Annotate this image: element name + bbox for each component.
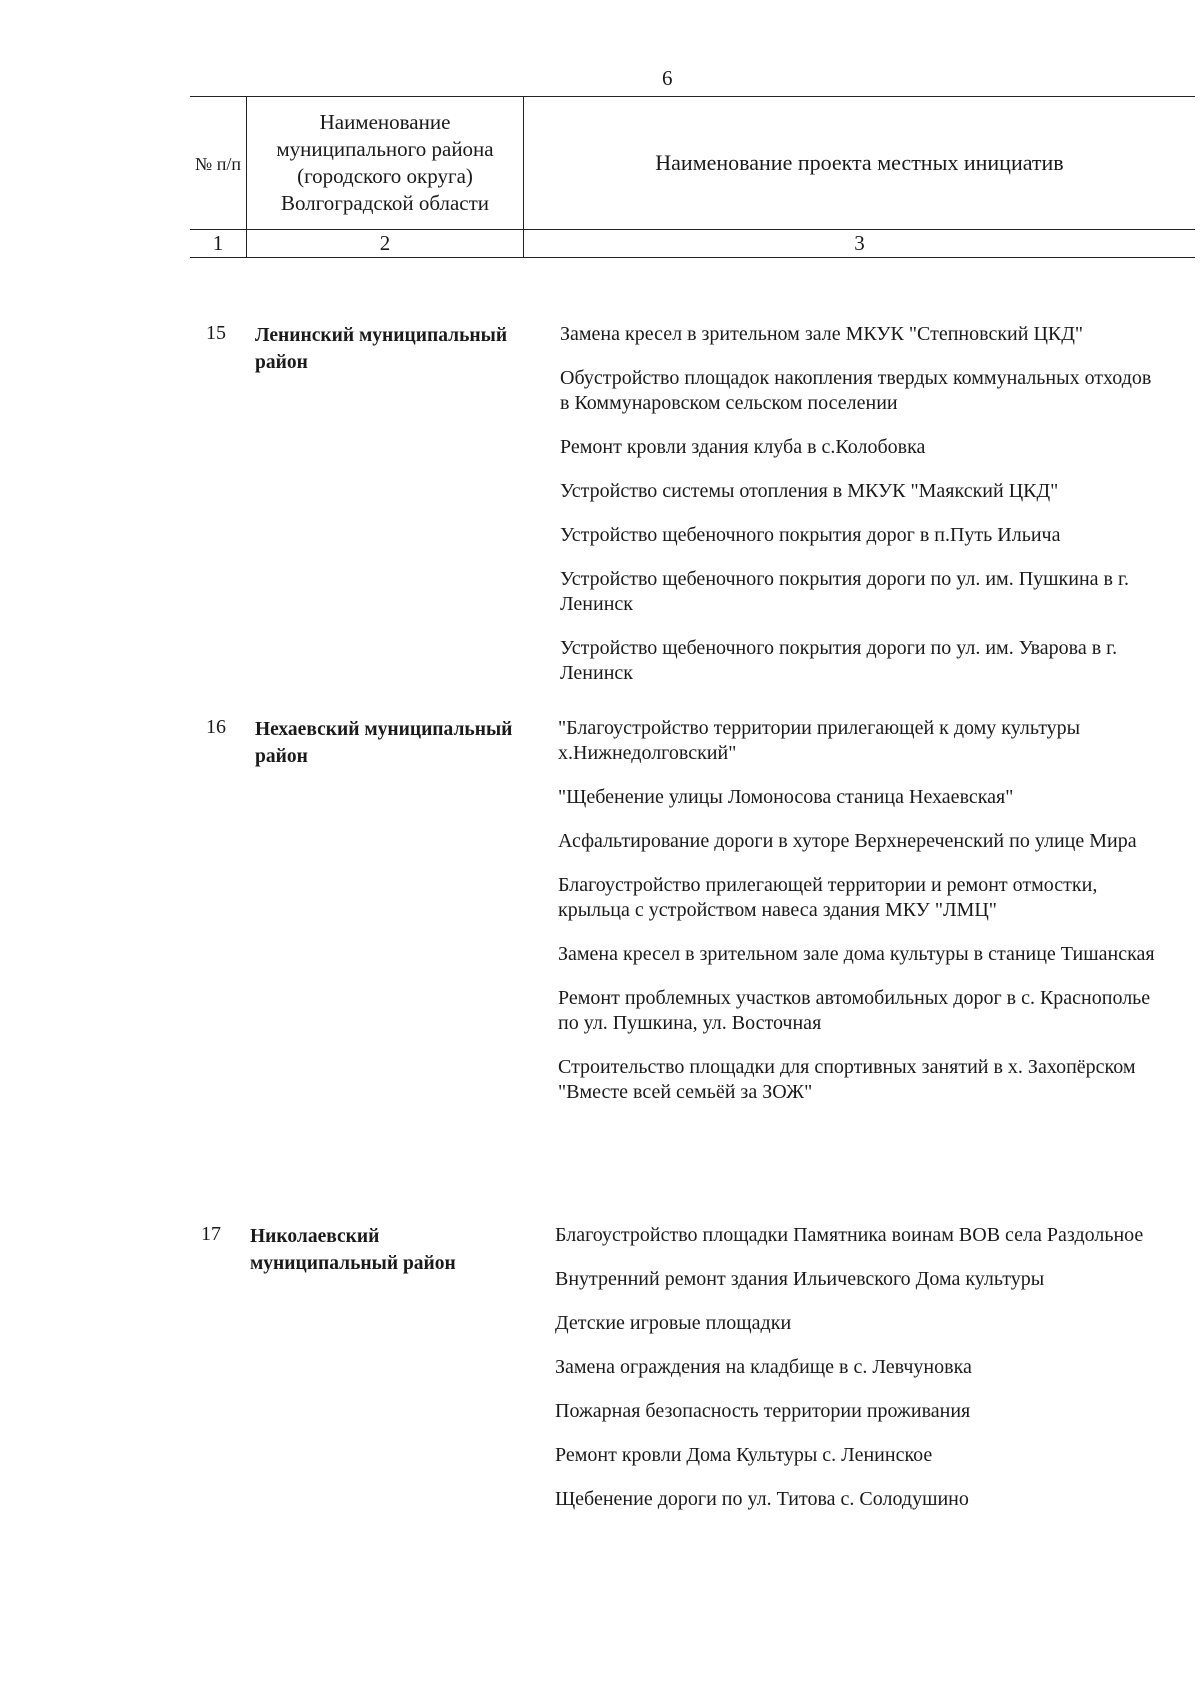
header-col-district: Наименование муниципального района (городского округа) Волгоградской области xyxy=(247,97,524,230)
project-item: "Щебенение улицы Ломоносова станица Нехаевская" xyxy=(558,786,1014,808)
project-item: Щебенение дороги по ул. Титова с. Солодушино xyxy=(555,1488,969,1510)
project-item: Благоустройство площадки Памятника воинам ВОВ села Раздольное xyxy=(555,1224,1144,1246)
table-header xyxy=(190,96,1195,258)
project-list xyxy=(558,716,1158,1124)
project-item: Асфальтирование дороги в хуторе Верхнереченский по улице Мира xyxy=(558,830,1137,852)
column-number-3: 3 xyxy=(524,230,1196,258)
project-item: Обустройство площадок накопления твердых коммунальных отходов в Коммунаровском сельском поселении xyxy=(560,367,1152,414)
project-item: Детские игровые площадки xyxy=(555,1312,792,1334)
row-number: 16 xyxy=(206,716,226,738)
column-number-2: 2 xyxy=(247,230,524,258)
project-item: Ремонт проблемных участков автомобильных дорог в с. Краснополье по ул. Пушкина, ул. Восточная xyxy=(558,987,1151,1034)
project-item: Устройство системы отопления в МКУК "Маякский ЦКД" xyxy=(560,480,1059,502)
project-item: Внутренний ремонт здания Ильичевского Дома культуры xyxy=(555,1268,1045,1290)
page-number: 6 xyxy=(662,66,673,90)
district-name: Нехаевский муниципальный район xyxy=(255,719,513,767)
row-number: 17 xyxy=(201,1223,221,1245)
project-item: Ремонт кровли здания клуба в с.Колобовка xyxy=(560,436,926,458)
project-list xyxy=(555,1223,1155,1531)
district-name: Ленинский муниципальный район xyxy=(255,325,508,373)
project-item: Пожарная безопасность территории проживания xyxy=(555,1400,971,1422)
header-col-number: № п/п xyxy=(190,97,247,230)
project-item: Строительство площадки для спортивных занятий в х. Захопёрском "Вместе всей семьёй за ЗОЖ" xyxy=(558,1056,1136,1103)
column-number-1: 1 xyxy=(190,230,247,258)
project-item: Замена кресел в зрительном зале дома культуры в станице Тишанская xyxy=(558,943,1155,965)
project-item: Устройство щебеночного покрытия дорог в п.Путь Ильича xyxy=(560,524,1061,546)
header-col-project: Наименование проекта местных инициатив xyxy=(524,97,1196,230)
project-item: Благоустройство прилегающей территории и ремонт отмостки, крыльца с устройством навеса здания МКУ "ЛМЦ" xyxy=(558,874,1098,921)
project-item: Устройство щебеночного покрытия дороги по ул. им. Уварова в г. Ленинск xyxy=(560,637,1118,684)
row-number: 15 xyxy=(206,322,226,344)
project-item: Замена ограждения на кладбище в с. Левчуновка xyxy=(555,1356,972,1378)
project-item: Замена кресел в зрительном зале МКУК "Степновский ЦКД" xyxy=(560,323,1084,345)
project-item: "Благоустройство территории прилегающей к дому культуры х.Нижнедолговский" xyxy=(558,717,1081,764)
project-list xyxy=(560,322,1160,705)
project-item: Ремонт кровли Дома Культуры с. Ленинское xyxy=(555,1444,933,1466)
district-name: Николаевский муниципальный район xyxy=(250,1226,456,1274)
project-item: Устройство щебеночного покрытия дороги по ул. им. Пушкина в г. Ленинск xyxy=(560,568,1129,615)
